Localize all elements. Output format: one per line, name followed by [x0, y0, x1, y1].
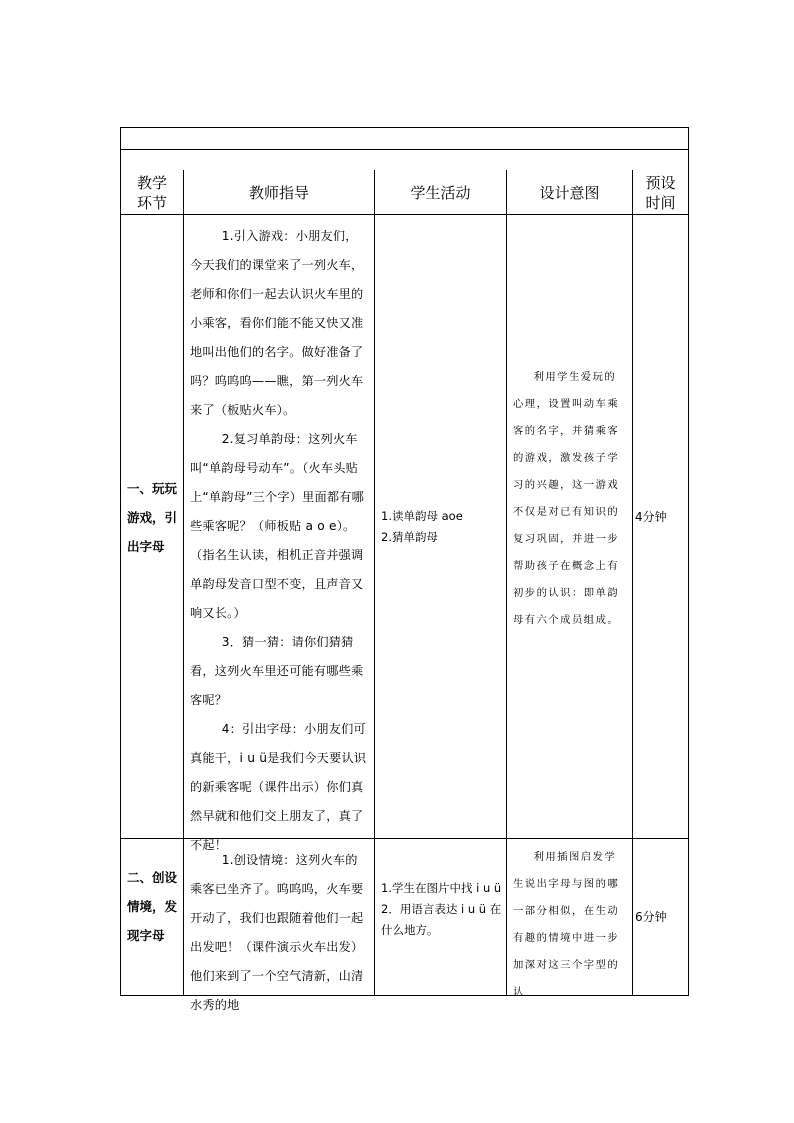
preset-time: 6分钟 [635, 910, 667, 924]
header-teacher-guidance: 教师指导 [248, 183, 309, 202]
lesson-plan-table [120, 127, 689, 1012]
section-title: 二、创设情境，发现字母 [127, 870, 178, 943]
student-step: 2．用语言表达 i u ü 在什么地方。 [381, 902, 502, 937]
student-activity [377, 878, 506, 941]
teacher-step: 2.复习单韵母：这列火车叫“单韵母号动车”。（火车头贴上“单韵母”三个字）里面都有哪些乘客呢？（师板贴 a o e）。（指名生认读，相机正音并强调单韵母发音口型不变，且声音又响又长。） [190, 432, 365, 620]
teacher-step: 4：引出字母：小朋友们可真能干，i u ü是我们今天要认识的新乘客呢（课件出示）你们真然早就和他们交上朋友了，真了不起！ [190, 722, 367, 852]
header-design-intent: 设计意图 [539, 183, 600, 202]
table-divider [121, 149, 688, 150]
teacher-step: 1.创设情境：这列火车的乘客已坐齐了。呜呜呜，火车要开动了，我们也跟随着他们一起出发吧！（课件演示火车出发）他们来到了一个空气清新，山清水秀的地 [190, 853, 364, 1012]
section-title: 一、玩玩游戏，引出字母 [127, 481, 178, 554]
table-divider [121, 214, 688, 215]
design-intent: 利用学生爱玩的心理，设置叫动车乘客的名字，并猜乘客的游戏，激发孩子学习的兴趣，这一游戏不仅是对已有知识的复习巩固，并进一步帮助孩子在概念上有初步的认识：即单韵母有六个成员组成。 [513, 371, 620, 626]
table-divider [374, 170, 375, 996]
design-intent: 利用插图启发学生说出字母与图的哪一部分相似，在生动有趣的情境中进一步加深对这三个字型的认 [513, 851, 620, 998]
student-step: 1.学生在图片中找 i u ü [381, 881, 502, 895]
student-step: 1.读单韵母 aoe [381, 509, 463, 523]
student-activity [377, 506, 506, 548]
table-divider [632, 170, 633, 996]
teacher-step: 3．猜一猜：请你们猜猜看，这列火车里还可能有哪些乘客呢？ [190, 635, 364, 707]
teacher-guidance [184, 842, 374, 1012]
student-step: 2.猜单韵母 [381, 530, 438, 544]
teacher-step: 1.引入游戏：小朋友们，今天我们的课堂来了一列火车，老师和你们一起去认识火车里的小乘客，看你们能不能又快又准地叫出他们的名字。做好准备了吗？呜呜呜——瞧，第一列火车来了（板贴火车）。 [190, 229, 364, 417]
teacher-guidance [184, 218, 374, 860]
header-stage: 教学 环节 [136, 173, 167, 212]
header-time: 预设 时间 [645, 173, 676, 212]
header-student-activity: 学生活动 [410, 183, 471, 202]
preset-time: 4分钟 [635, 510, 667, 524]
